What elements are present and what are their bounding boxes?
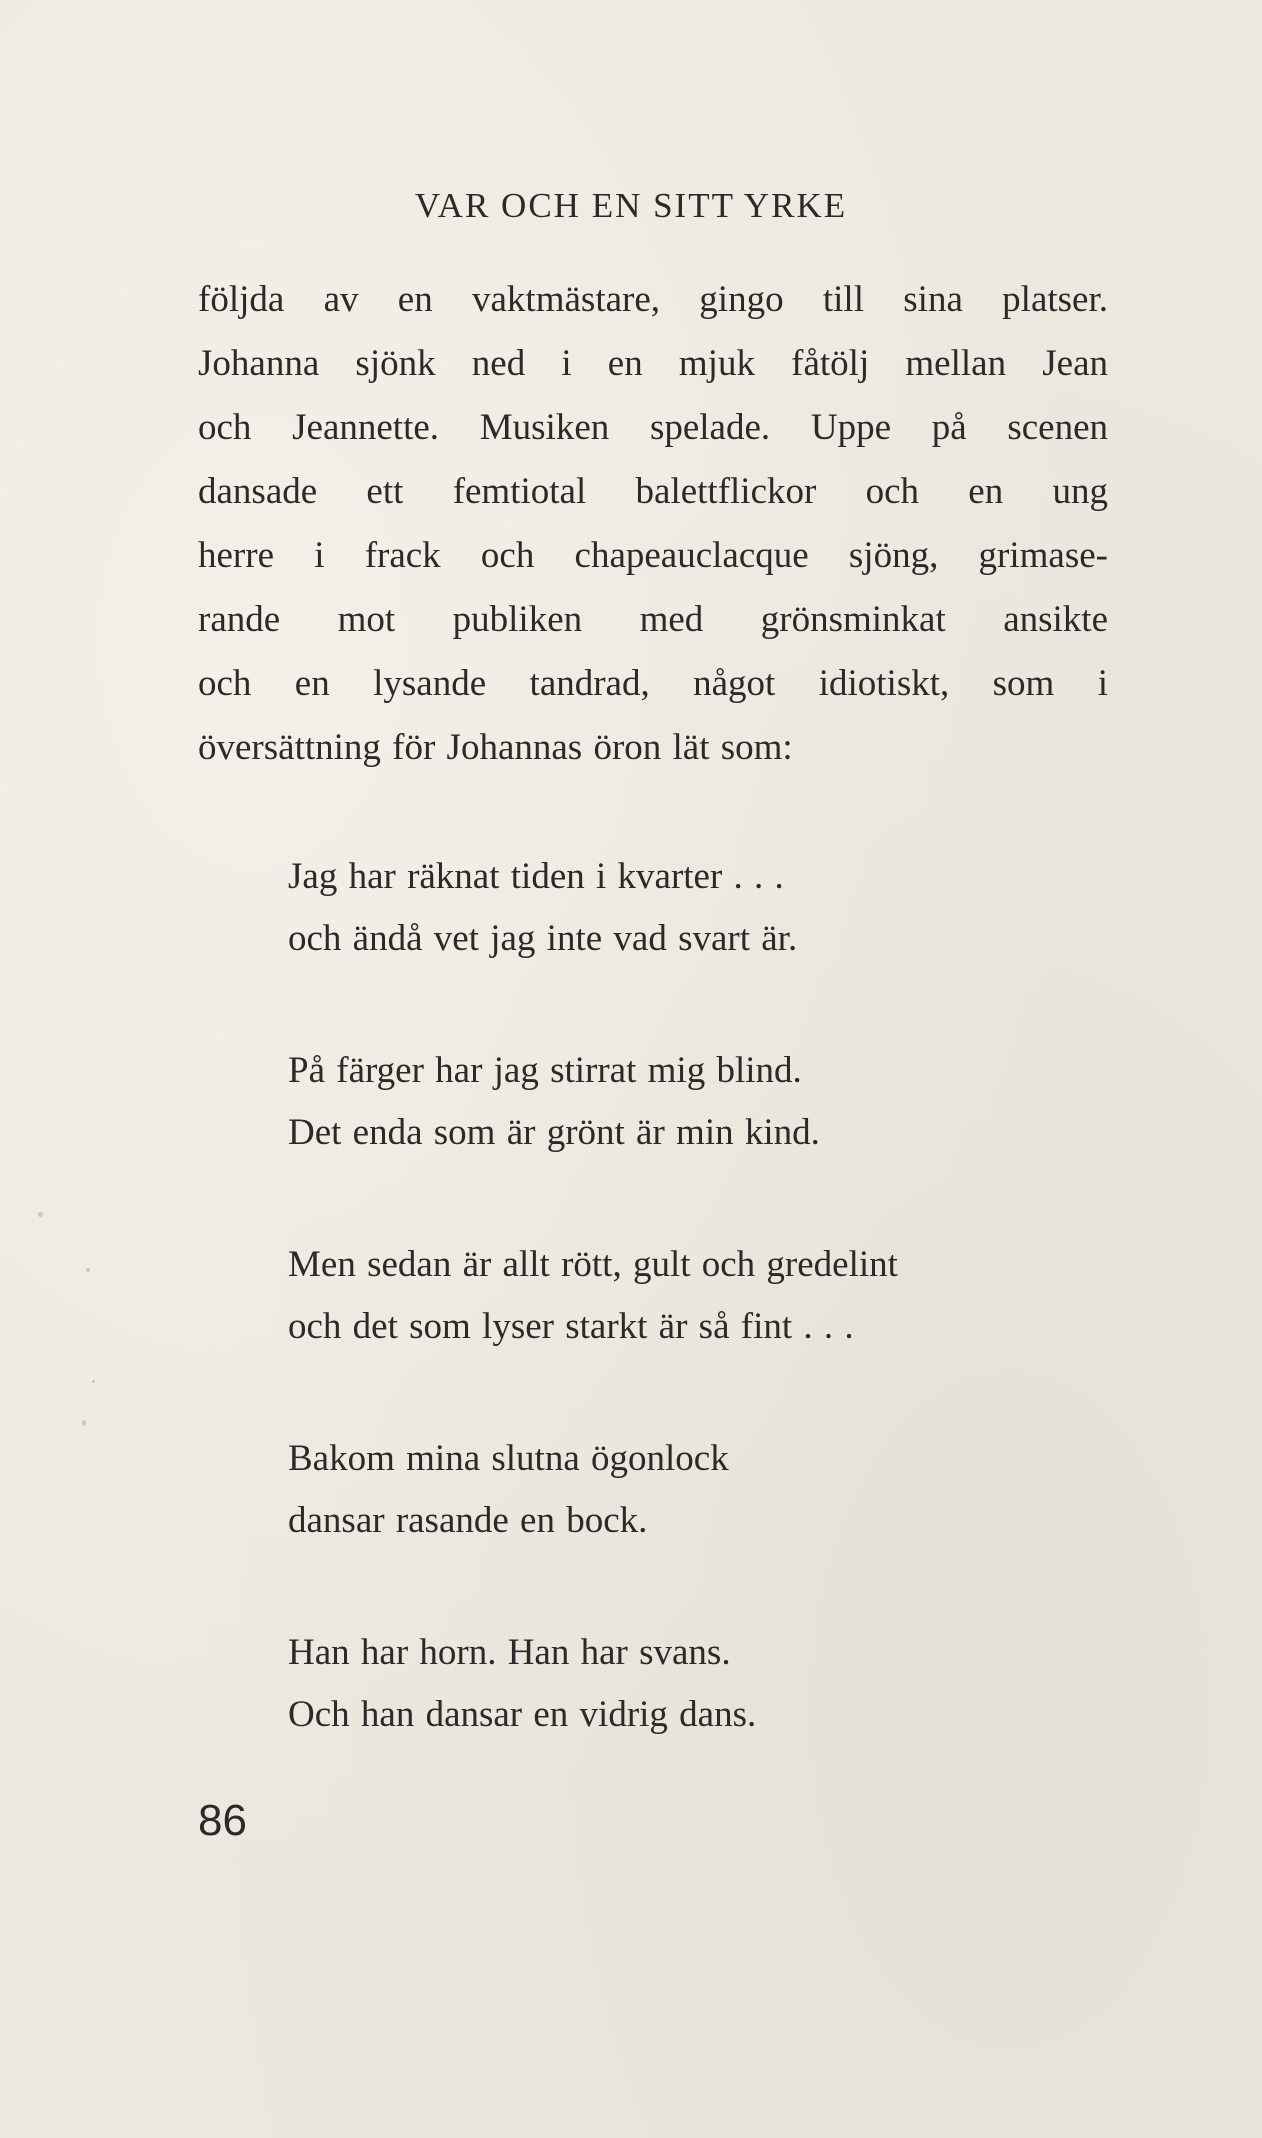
verse-line: Och han dansar en vidrig dans.	[288, 1694, 757, 1735]
verse-line: Jag har räknat tiden i kvarter . . .	[288, 856, 784, 897]
paper-speck	[82, 1420, 86, 1426]
paper-speck	[86, 1268, 90, 1272]
paper-speck	[92, 1380, 95, 1383]
verse-line: Bakom mina slutna ögonlock	[288, 1438, 729, 1479]
stanza	[288, 1428, 898, 1552]
prose-line: översättning för Johannas öron lät som:	[198, 727, 793, 768]
verse-line: och det som lyser starkt är så fint . . .	[288, 1306, 854, 1347]
verse-line: Men sedan är allt rött, gult och gredelint	[288, 1244, 898, 1285]
prose-line: Johanna sjönk ned i en mjuk fåtölj mellan Jean	[198, 343, 1108, 384]
prose-line: följda av en vaktmästare, gingo till sina platser.	[198, 279, 1108, 320]
verse-line: dansar rasande en bock.	[288, 1500, 648, 1541]
running-header: VAR OCH EN SITT YRKE	[414, 186, 848, 225]
stanza	[288, 846, 898, 970]
prose-line: herre i frack och chapeauclacque sjöng, grimase-	[198, 535, 1108, 576]
stanza	[288, 1234, 898, 1358]
prose-line: och Jeannette. Musiken spelade. Uppe på scenen	[198, 407, 1108, 448]
stanza	[288, 1040, 898, 1164]
prose-line: rande mot publiken med grönsminkat ansikte	[198, 599, 1108, 640]
page-number: 86	[198, 1796, 247, 1845]
prose-paragraph	[198, 268, 1108, 780]
verse-line: Det enda som är grönt är min kind.	[288, 1112, 820, 1153]
stanza	[288, 1622, 898, 1746]
verse-line: På färger har jag stirrat mig blind.	[288, 1050, 802, 1091]
prose-line: dansade ett femtiotal balettflickor och en ung	[198, 471, 1108, 512]
verse-line: och ändå vet jag inte vad svart är.	[288, 918, 798, 959]
paper-speck	[38, 1212, 43, 1217]
song-lyrics	[288, 846, 898, 1816]
verse-line: Han har horn. Han har svans.	[288, 1632, 731, 1673]
prose-line: och en lysande tandrad, något idiotiskt, som i	[198, 663, 1108, 704]
